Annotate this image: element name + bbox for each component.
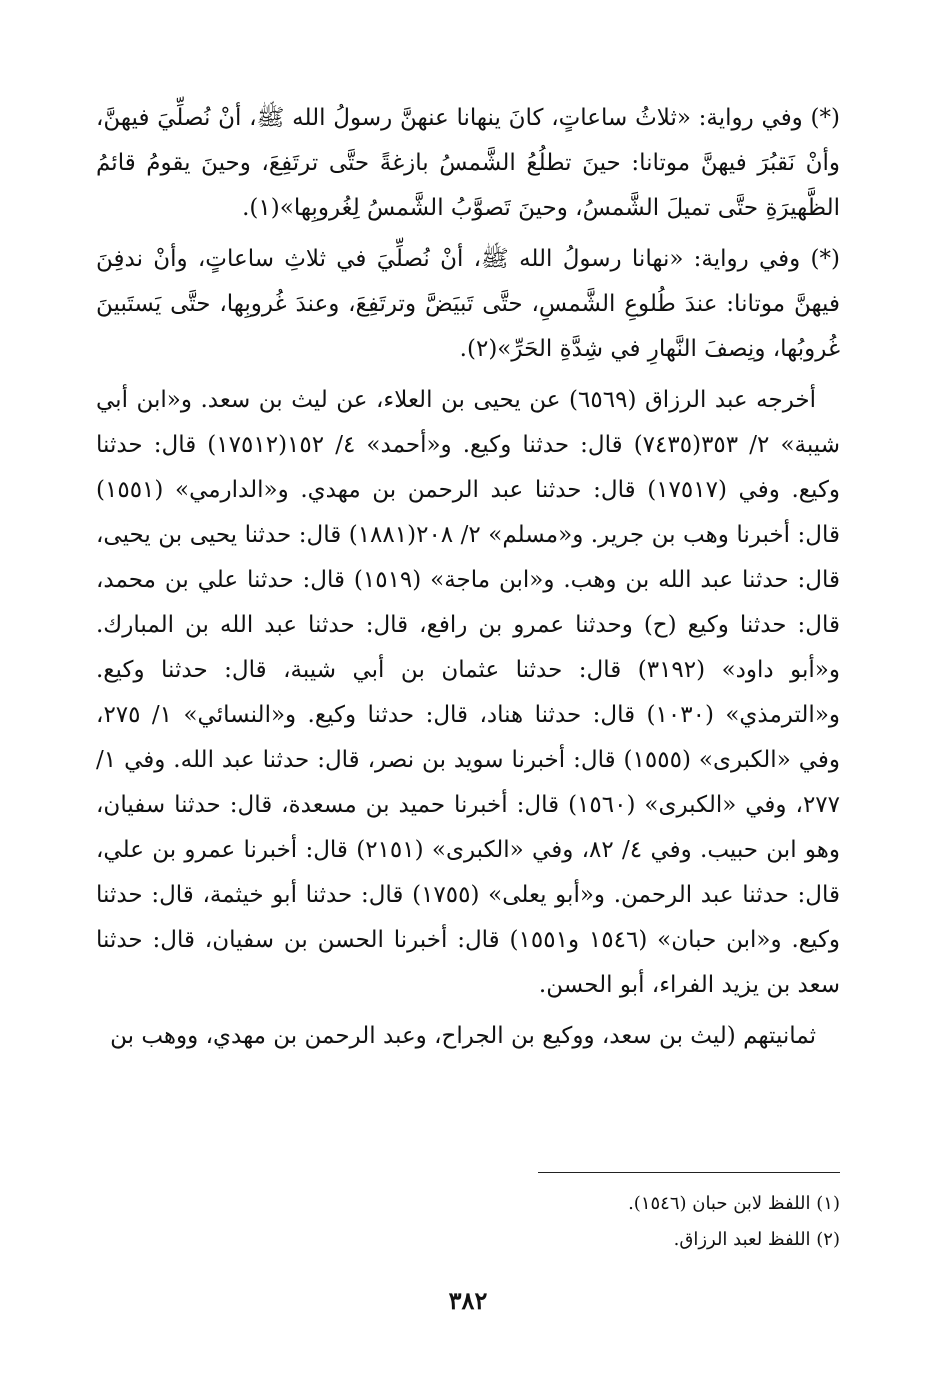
footnote-1: (١) اللفظ لابن حبان (١٥٤٦). [628, 1193, 840, 1214]
footnotes [96, 1186, 840, 1258]
book-page [96, 96, 840, 1326]
footnote-separator [538, 1172, 840, 1173]
hadith-variant-1: (*) وفي رواية: «ثلاثُ ساعاتٍ، كانَ ينهانا عنهنَّ رسولُ الله ﷺ، أنْ نُصلِّيَ فيهنَّ، وأنْ نَقبُرَ فيهنَّ موتانا: حينَ تطلُعُ الشَّمسُ بازغةً حتَّى ترتَفِعَ، وحينَ يقومُ قائمُ الظَّهيرَةِ حتَّى تميلَ الشَّمسُ، وحينَ تَصوَّبُ الشَّمسُ لِغُروبِها»(١). [96, 105, 840, 221]
narrators-summary: ثمانيتهم (ليث بن سعد، ووكيع بن الجراح، وعبد الرحمن بن مهدي، ووهب بن [110, 1023, 816, 1049]
page-number: ٣٨٢ [448, 1286, 488, 1315]
takhrij-paragraph: أخرجه عبد الرزاق (٦٥٦٩) عن يحيى بن العلاء، عن ليث بن سعد. و«ابن أبي شيبة» ٢/ ٣٥٣(٧٤٣٥) قال: حدثنا وكيع. و«أحمد» ٤/ ١٥٢(١٧٥١٢) قال: حدثنا وكيع. وفي (١٧٥١٧) قال: حدثنا عبد الرحمن بن مهدي. و«الدارمي» (١٥٥١) قال: أخبرنا وهب بن جرير. و«مسلم» ٢/ ٢٠٨(١٨٨١) قال: حدثنا يحيى بن يحيى، قال: حدثنا عبد الله بن وهب. و«ابن ماجة» (١٥١٩) قال: حدثنا علي بن محمد، قال: حدثنا وكيع (ح) وحدثنا عمرو بن رافع، قال: حدثنا عبد الله بن المبارك. و«أبو داود» (٣١٩٢) قال: حدثنا عثمان بن أبي شيبة، قال: حدثنا وكيع. و«الترمذي» (١٠٣٠) قال: حدثنا هناد، قال: حدثنا وكيع. و«النسائي» ١/ ٢٧٥، وفي «الكبرى» (١٥٥٥) قال: أخبرنا سويد بن نصر، قال: حدثنا عبد الله. وفي ١/ ٢٧٧، وفي «الكبرى» (١٥٦٠) قال: أخبرنا حميد بن مسعدة، قال: حدثنا سفيان، وهو ابن حبيب. وفي ٤/ ٨٢، وفي «الكبرى» (٢١٥١) قال: أخبرنا عمرو بن علي، قال: حدثنا عبد الرحمن. و«أبو يعلى» (١٧٥٥) قال: حدثنا أبو خيثمة، قال: حدثنا وكيع. و«ابن حبان» (١٥٤٦ و١٥٥١) قال: أخبرنا الحسن بن سفيان، قال: حدثنا سعد بن يزيد الفراء، أبو الحسن. [96, 387, 841, 998]
footnote-2: (٢) اللفظ لعبد الرزاق. [673, 1229, 840, 1250]
hadith-variant-2: (*) وفي رواية: «نهانا رسولُ الله ﷺ، أنْ نُصلِّيَ في ثلاثِ ساعاتٍ، وأنْ ندفِنَ فيهنَّ موتانا: عندَ طُلوعِ الشَّمسِ، حتَّى تَبيَضَّ وترتَفِعَ، وعندَ غُروبِها، حتَّى يَستَبينَ غُروبُها، ونِصفَ النَّهارِ في شِدَّةِ الحَرِّ»(٢). [96, 246, 840, 362]
